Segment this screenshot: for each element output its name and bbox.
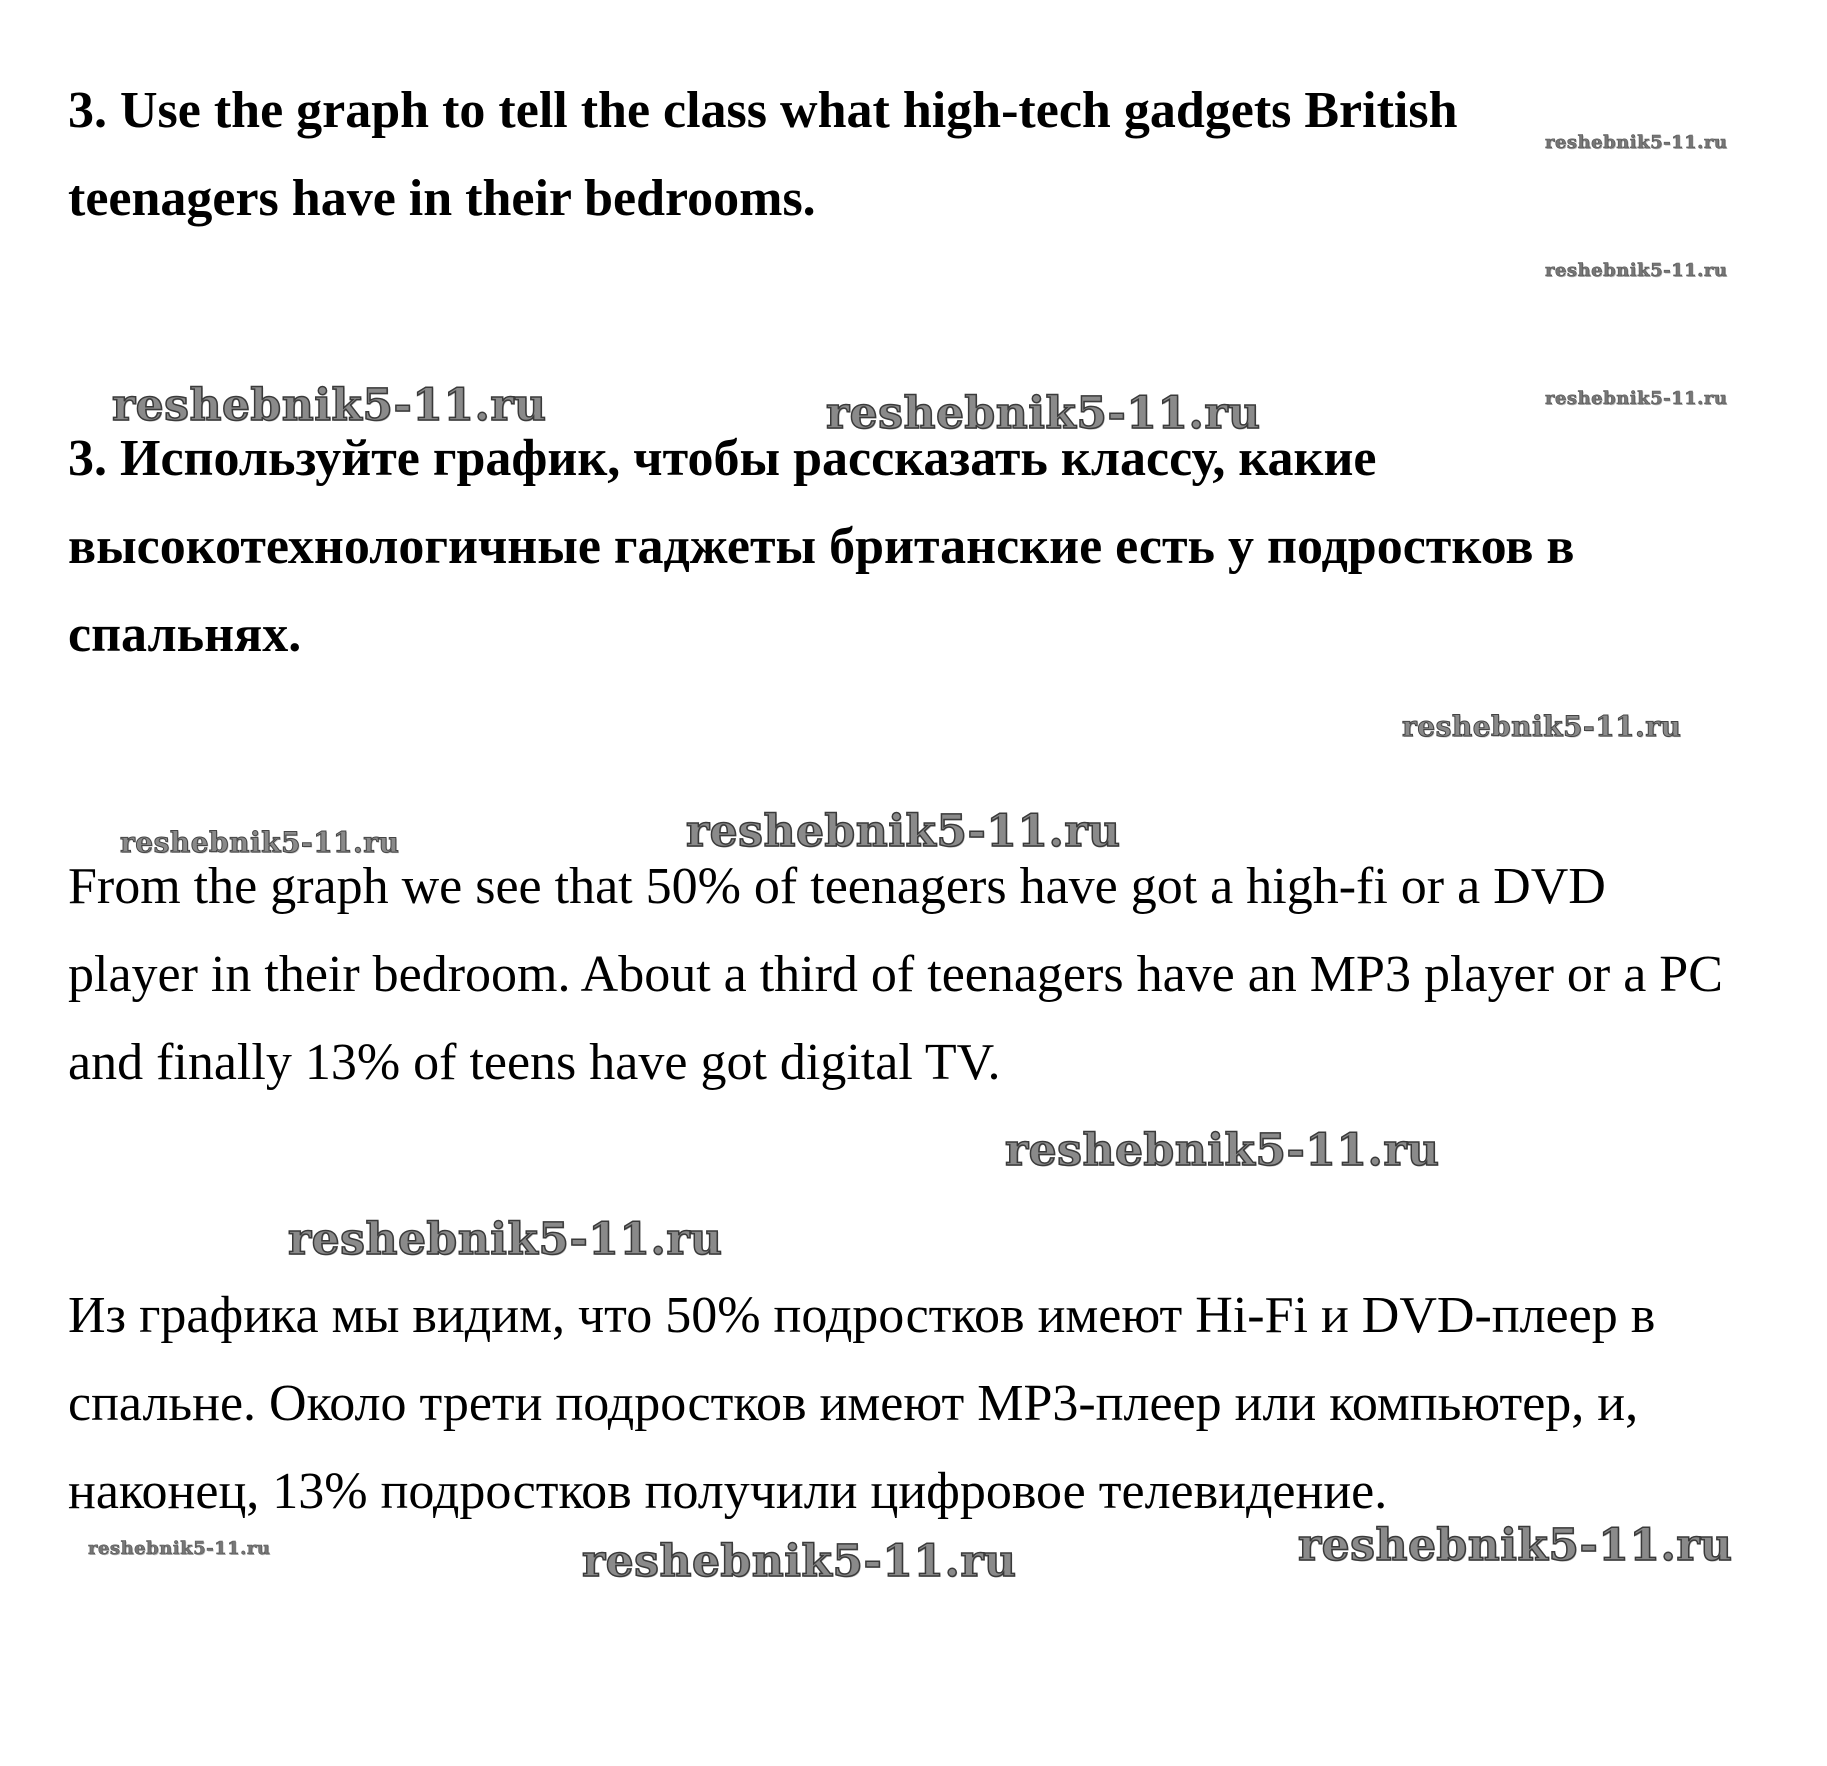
answer-paragraph-english: From the graph we see that 50% of teenagers have got a high-fi or a DVD player in their bedroom. About a third of teenagers have an MP3 player or a PC and finally 13% of teens have got digital TV.: [68, 858, 1723, 1091]
watermark: reshebnik5-11.ru: [1545, 132, 1728, 153]
answer-paragraph-russian: Из графика мы видим, что 50% подростков имеют Hi-Fi и DVD-плеер в спальне. Около трети подростков имеют MP3-плеер или компьютер, и, наконец, 13% подростков получили цифровое телевидение.: [68, 1287, 1656, 1520]
watermark: reshebnik5-11.ru: [1005, 1125, 1440, 1176]
watermark: reshebnik5-11.ru: [120, 826, 400, 859]
watermark: reshebnik5-11.ru: [826, 388, 1261, 439]
watermark: reshebnik5-11.ru: [582, 1536, 1017, 1587]
watermark: reshebnik5-11.ru: [1298, 1520, 1733, 1571]
watermark: reshebnik5-11.ru: [1545, 260, 1728, 281]
watermark: reshebnik5-11.ru: [112, 380, 547, 431]
task-heading-english: 3. Use the graph to tell the class what high-tech gadgets British teenagers have in their bedrooms.: [68, 82, 1458, 227]
watermark: reshebnik5-11.ru: [1545, 388, 1728, 409]
watermark: reshebnik5-11.ru: [1402, 710, 1682, 743]
watermark: reshebnik5-11.ru: [88, 1538, 271, 1559]
task-heading-russian: 3. Используйте график, чтобы рассказать классу, какие высокотехнологичные гаджеты британские есть у подростков в спальнях.: [68, 430, 1575, 663]
watermark: reshebnik5-11.ru: [288, 1214, 723, 1265]
watermark: reshebnik5-11.ru: [686, 806, 1121, 857]
